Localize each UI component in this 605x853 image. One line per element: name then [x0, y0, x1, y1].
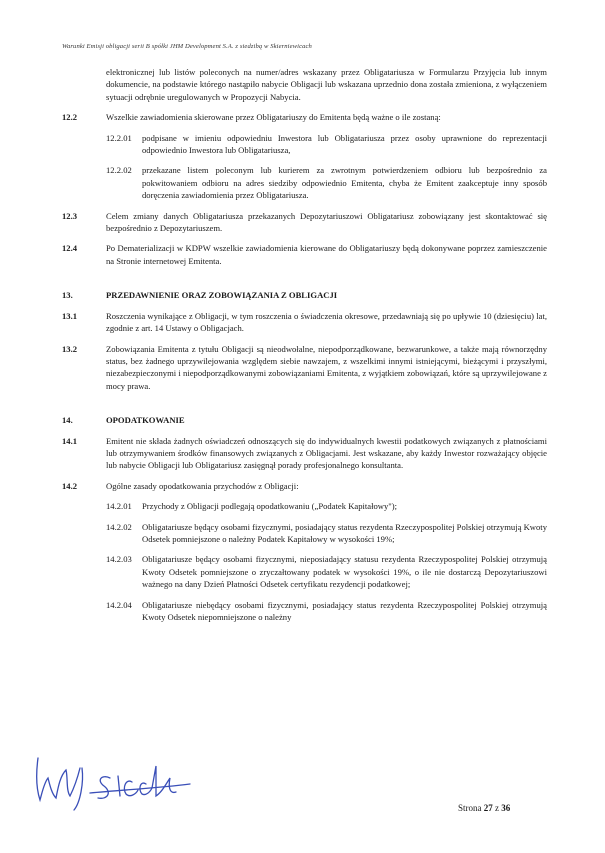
- total-pages: 36: [501, 803, 511, 813]
- section-14-heading: [62, 414, 547, 426]
- subparagraph-14-2-01: [106, 500, 547, 512]
- current-page: 27: [483, 803, 493, 813]
- paragraph-number: 12.2: [62, 112, 78, 123]
- subparagraph-text: Obligatariusze będący osobami fizycznymi, nieposiadający statusu rezydenta Rzeczypospolitej Polskiej otrzymują Kwoty Odsetek pomniejszone o zryczałtowany podatek w wysokości 19%, o ile nie dostarczą Depozytariuszowi ważnego na dany Dzień Płatności Odsetek certyfikatu rezydencji podatkowej;: [142, 554, 547, 590]
- subparagraph-number: 14.2.03: [106, 554, 132, 565]
- paragraph-13-1: [62, 310, 547, 335]
- page-separator: z: [495, 803, 499, 813]
- subparagraph-text: przekazane listem poleconym lub kurierem za zwrotnym potwierdzeniem odbioru lub bezpośrednio za pokwitowaniem odbioru na adres siedziby odpowiednio Emitenta, chyba że Emitent zaakceptuje inny sposób doręczenia zawiadomienia przez Obligatariusza.: [142, 165, 547, 201]
- page-number: [458, 803, 510, 813]
- paragraph-text: Po Dematerializacji w KDPW wszelkie zawiadomienia kierowane do Obligatariuszy będą dokonywane poprzez zamieszczenie na Stronie internetowej Emitenta.: [106, 243, 547, 266]
- section-title: PRZEDAWNIENIE ORAZ ZOBOWIĄZANIA Z OBLIGACJI: [106, 290, 338, 301]
- document-header: Warunki Emisji obligacji serii B spółki JHM Development S.A. z siedzibą w Skierniewicach: [62, 43, 312, 50]
- subparagraph-12-2-02: [106, 164, 547, 201]
- paragraph-number: 13.2: [62, 343, 78, 354]
- subparagraph-14-2-03: [106, 553, 547, 590]
- section-number: 14.: [62, 415, 73, 426]
- section-13-heading: [62, 289, 547, 301]
- paragraph-12-3: [62, 210, 547, 235]
- paragraph-text: Wszelkie zawiadomienia skierowane przez Obligatariuszy do Emitenta będą ważne o ile zostaną:: [106, 112, 441, 123]
- subparagraph-14-2-04: [106, 599, 547, 624]
- subparagraph-12-2-01: [106, 132, 547, 157]
- section-number: 13.: [62, 290, 73, 301]
- paragraph-12-4: [62, 242, 547, 267]
- paragraph-12-2: [62, 111, 547, 123]
- paragraph-number: 13.1: [62, 310, 78, 321]
- subparagraph-14-2-02: [106, 521, 547, 546]
- subparagraph-text: podpisane w imieniu odpowiedniu Inwestora lub Obligatariusza przez osoby uprawnione do reprezentacji odpowiednio Inwestora lub Obligatariusza,: [142, 132, 547, 156]
- paragraph-number: 14.2: [62, 480, 78, 491]
- paragraph-number: 12.3: [62, 210, 78, 221]
- section-title: OPODATKOWANIE: [106, 415, 185, 426]
- paragraph-13-2: [62, 343, 547, 393]
- subparagraph-number: 12.2.01: [106, 132, 132, 143]
- subparagraph-text: Obligatariusze będący osobami fizycznymi, posiadający status rezydenta Rzeczypospolitej Polskiej otrzymują Kwoty Odsetek pomniejszone o należny Podatek Kapitałowy w wysokości 19%;: [142, 521, 547, 544]
- paragraph-number: 14.1: [62, 435, 78, 446]
- subparagraph-text: Obligatariusze niebędący osobami fizycznymi, posiadający status rezydenta Rzeczypospolitej Polskiej otrzymują Kwoty Odsetek niepomniejszone o należny: [142, 599, 547, 622]
- subparagraph-number: 14.2.02: [106, 521, 132, 532]
- paragraph-14-2: [62, 480, 547, 492]
- paragraph-14-1: [62, 435, 547, 472]
- paragraph-text: Emitent nie składa żadnych oświadczeń odnoszących się do indywidualnych kwestii podatkowych związanych z płatnościami lub otrzymywaniem środków finansowych związanych z Obligacjami. Jest wskazane, aby każdy Inwestor rozważający objęcie lub nabycie Obligacji lub Obligatariusz zasięgnął porady profesjonalnego konsultanta.: [106, 435, 547, 471]
- paragraph-text: Ogólne zasady opodatkowania przychodów z Obligacji:: [106, 480, 299, 491]
- subparagraph-number: 12.2.02: [106, 165, 132, 176]
- document-body: [62, 66, 547, 623]
- paragraph-text: Roszczenia wynikające z Obligacji, w tym roszczenia o świadczenia okresowe, przedawniają się po upływie 10 (dziesięciu) lat, zgodnie z art. 14 Ustawy o Obligacjach.: [106, 310, 547, 334]
- page-label: Strona: [458, 803, 482, 813]
- paragraph-continuation: elektronicznej lub listów poleconych na numer/adres wskazany przez Obligatariusza w Formularzu Przyjęcia lub innym dokumencie, na podstawie którego nastąpiło nabycie Obligacji lub wskazana uprzednio dona została zmieniona, z wyłączeniem sytuacji odrębnie uregulowanych w Propozycji Nabycia.: [106, 67, 547, 102]
- subparagraph-number: 14.2.04: [106, 599, 132, 610]
- paragraph-text: Zobowiązania Emitenta z tytułu Obligacji są nieodwołalne, niepodporządkowane, bezwarunkowe, a także mają równorzędny status, bez żadnego uprzywilejowania względem siebie nawzajem, z wszelkimi innymi istniejącymi, bieżącymi i przyszłymi, niezabezpieczonymi i niepodporządkowanymi zobowiązaniami Emitenta, z wyjątkiem zobowiązań, które są uprzywilejowane z mocy prawa.: [106, 343, 547, 391]
- paragraph-text: Celem zmiany danych Obligatariusza przekazanych Depozytariuszowi Obligatariusz zobowiązany jest skontaktować się bezpośrednio z Depozytariuszem.: [106, 210, 547, 234]
- paragraph-number: 12.4: [62, 243, 78, 254]
- handwritten-signature: [30, 748, 210, 818]
- subparagraph-text: Przychody z Obligacji podlegają opodatkowaniu („Podatek Kapitałowy");: [142, 501, 398, 512]
- subparagraph-number: 14.2.01: [106, 501, 132, 512]
